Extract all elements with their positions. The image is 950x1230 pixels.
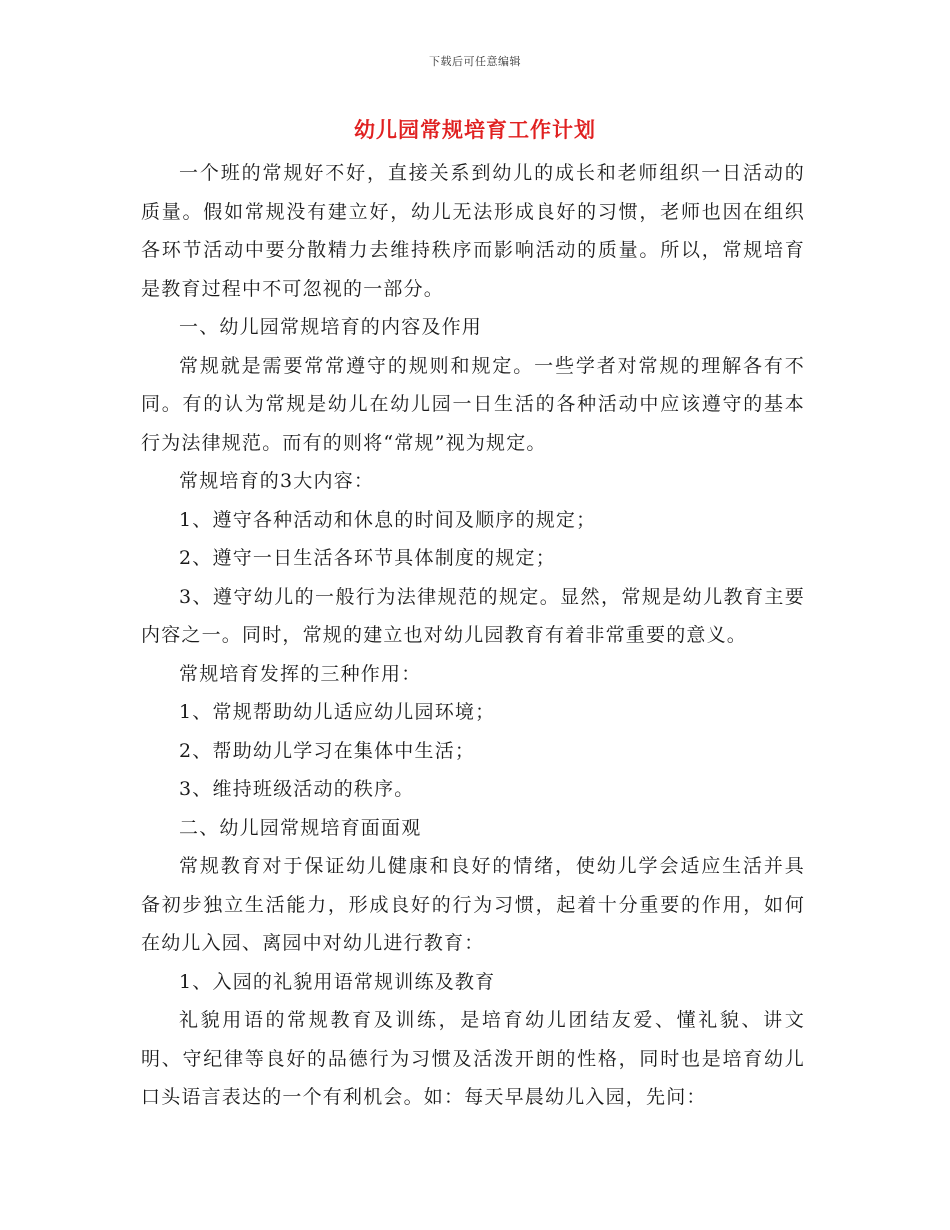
list-item: 2、帮助幼儿学习在集体中生活； [179,739,476,762]
section-heading: 二、幼儿园常规培育面面观 [179,816,422,839]
paragraph: 常规培育的3大内容： [179,470,375,492]
list-item: 1、常规帮助幼儿适应幼儿园环境； [179,701,496,723]
paragraph: 一个班的常规好不好，直接关系到幼儿的成长和老师组织一日活动的质量。假如常规没有建立好，幼儿无法形成良好的习惯，老师也因在组织各环节活动中要分散精力去维持秩序而影响活动的质量。所以，常规培育是教育过程中不可忽视的一部分。 [141,162,805,300]
paragraph: 常规教育对于保证幼儿健康和良好的情绪，使幼儿学会适应生活并具备初步独立生活能力，形成良好的行为习惯，起着十分重要的作用，如何在幼儿入园、离园中对幼儿进行教育： [141,855,805,954]
document-title: 幼儿园常规培育工作计划 [354,118,596,142]
list-item: 3、维持班级活动的秩序。 [179,778,415,800]
list-item: 3、遵守幼儿的一般行为法律规范的规定。显然，常规是幼儿教育主要内容之一。同时，常规的建立也对幼儿园教育有着非常重要的意义。 [141,585,805,646]
paragraph: 礼貌用语的常规教育及训练，是培育幼儿团结友爱、懂礼貌、讲文明、守纪律等良好的品德行为习惯及活泼开朗的性格，同时也是培育幼儿口头语言表达的一个有利机会。如：每天早晨幼儿入园，先问： [141,1009,805,1108]
list-item: 2、遵守一日生活各环节具体制度的规定； [179,547,556,569]
list-item: 1、遵守各种活动和休息的时间及顺序的规定； [179,508,597,531]
paragraph: 常规培育发挥的三种作用： [179,662,422,685]
section-heading: 一、幼儿园常规培育的内容及作用 [179,316,483,338]
header-note: 下载后可任意编辑 [429,55,521,68]
paragraph: 常规就是需要常常遵守的规则和规定。一些学者对常规的理解各有不同。有的认为常规是幼儿在幼儿园一日生活的各种活动中应该遵守的基本行为法律规范。而有的则将“常规”视为规定。 [141,354,805,454]
subsection-heading: 1、入园的礼貌用语常规训练及教育 [179,970,496,993]
document-body [141,154,805,1117]
